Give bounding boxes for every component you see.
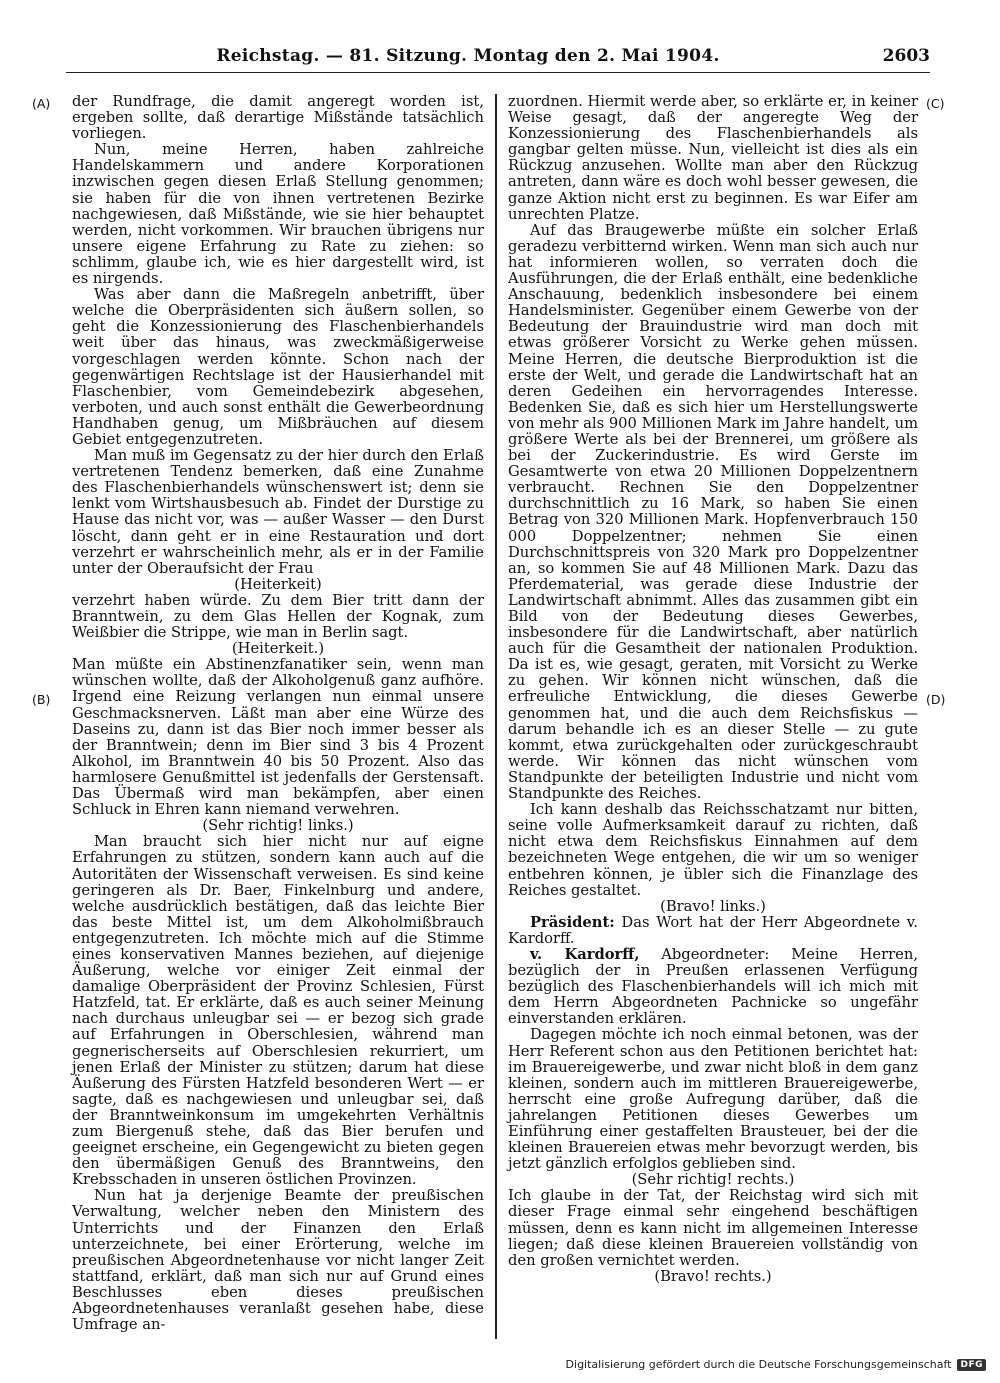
- paragraph: Was aber dann die Maßregeln anbetrifft, über welche die Oberpräsidenten sich äußern sollen, so geht die Konzessionierung des Flaschenbierhandels weit über das hinaus, was zweckmäßigerweise vorgeschlagen werden könnte. Schon nach der gegenwärtigen Rechtslage ist der Hausierhandel mit Flaschenbier, vom Gemeindebezirk abgesehen, verboten, und auch sonst enthält die Gewerbeordnung Handhaben genug, um Mißbräuchen auf diesem Gebiet entgegenzutreten.: [72, 286, 484, 448]
- paragraph: Man muß im Gegensatz zu der hier durch den Erlaß vertretenen Tendenz bemerken, daß eine Zunahme des Flaschenbierhandels wünschenswert ist; denn sie lenkt vom Wirtshausbesuch ab. Findet der Durstige zu Hause das nicht vor, was — außer Wasser — den Durst löscht, dann geht er in eine Restauration und dort verzehrt er wahrscheinlich mehr, als er in der Familie unter der Oberaufsicht der Frau: [72, 447, 484, 577]
- page-number: 2603: [882, 46, 930, 66]
- paragraph: verzehrt haben würde. Zu dem Bier tritt dann der Branntwein, zu dem Glas Hellen der Kognak, zum Weißbier die Strippe, wie man in Berlin sagt.: [72, 591, 484, 642]
- margin-marker-b: (B): [32, 692, 51, 707]
- margin-marker-a: (A): [32, 96, 51, 111]
- paragraph: zuordnen. Hiermit werde aber, so erklärte er, in keiner Weise gesagt, daß der angeregte Weg der Konzessionierung des Flaschenbierhandels als gangbar gelten müsse. Nun, vielleicht ist dies als ein Rückzug anzusehen. Wollte man aber den Rückzug antreten, dann wäre es doch wohl besser gewesen, die ganze Aktion nicht erst zu beginnen. Es war Eifer am unrechten Platze.: [508, 93, 918, 223]
- paragraph: Ich glaube in der Tat, der Reichstag wird sich mit dieser Frage einmal sehr eingehend beschäftigen müssen, denn es kann nicht im allgemeinen Interesse liegen; daß diese kleinen Brauereien vollständig von den großen vernichtet werden.: [508, 1187, 918, 1269]
- paragraph: Auf das Braugewerbe müßte ein solcher Erlaß geradezu verbitternd wirken. Wenn man sich auch nur hat informieren wollen, so verraten doch die Ausführungen, die der Erlaß enthält, eine bedenkliche Anschauung, bedenklich insbesondere bei einem Handelsminister. Gegenüber einem Gewerbe von der Bedeutung der Brauindustrie wird man doch mit etwas größerer Vorsicht zu Werke gehen müssen. Meine Herren, die deutsche Bierproduktion ist die erste der Welt, und gerade die Landwirtschaft hat an deren Gedeihen ein hervorragendes Interesse. Bedenken Sie, daß es sich hier um Herstellungswerte von mehr als 900 Millionen Mark im Jahre handelt, um größere Werte als bei der Brennerei, um größere als bei der Zuckerindustrie. Es wird Gerste im Gesamtwerte von etwa 20 Millionen Doppelzentnern verbraucht. Rechnen Sie den Doppelzentner durchschnittlich zu 16 Mark, so haben Sie einen Betrag von 320 Millionen Mark. Hopfenverbrauch 150 000 Doppelzentner; nehmen Sie einen Durchschnittspreis von 320 Mark pro Doppelzentner an, so kommen Sie auf 48 Millionen Mark. Dazu das Pferdematerial, was gerade diese Industrie der Landwirtschaft abnimmt. Alles das zusammen gibt ein Bild von der Bedeutung dieses Gewerbes, insbesondere für die Landwirtschaft, aber natürlich auch für die Gesamtheit der nationalen Produktion. Da ist es, wie gesagt, geraten, mit Vorsicht zu Werke zu gehen. Wir können nicht wünschen, daß die erfreuliche Entwicklung, die dieses Gewerbe genommen hat, und die auch dem Reichsfiskus — darum behandle ich es an dieser Stelle — zu gute kommt, etwa zurückgehalten oder zurückgeschraubt werde. Wir können das nicht wünschen vom Standpunkte der beteiligten Industrie und nicht vom Standpunkte des Reiches.: [508, 221, 918, 803]
- dfg-logo-icon: DFG: [957, 1359, 986, 1371]
- paragraph: Nun hat ja derjenige Beamte der preußischen Verwaltung, welcher neben den Ministern des Unterrichts und der Finanzen den Erlaß unterzeichnete, bei einer Erörterung, welche im preußischen Abgeordnetenhause vor nicht langer Zeit stattfand, erklärt, daß man sich nur auf Grund eines Beschlusses eben dieses preußischen Abgeordnetenhauses veranlaßt gesehen habe, diese Umfrage an-: [72, 1187, 484, 1334]
- left-column: [72, 94, 484, 1333]
- right-column: [508, 94, 918, 1285]
- paragraph: der Rundfrage, die damit angeregt worden ist, ergeben sollte, daß derartige Mißstände tatsächlich vorliegen.: [72, 93, 484, 143]
- interjection: (Bravo! rechts.): [654, 1267, 772, 1285]
- paragraph: Man müßte ein Abstinenzfanatiker sein, wenn man wünschen wollte, daß der Alkoholgenuß ganz aufhöre. Irgend eine Reizung verlangen nun einmal unsere Geschmacksnerven. Läßt man aber eine Würze des Daseins zu, dann ist das Bier noch immer besser als der Branntwein; denn im Bier sind 3 bis 4 Prozent Alkohol, im Branntwein 40 bis 50 Prozent. Also das harmlosere Genußmittel ist jedenfalls der Gerstensaft. Das Übermaß wird man bekämpfen, aber einen Schluck in Ehren kann niemand verwehren.: [72, 656, 484, 819]
- running-title: Reichstag. — 81. Sitzung. Montag den 2. Mai 1904.: [216, 46, 720, 66]
- page-header: [66, 44, 930, 73]
- page-footer: [566, 1358, 986, 1371]
- column-divider: [495, 94, 497, 1339]
- speaker-name: v. Kardorff,: [530, 945, 640, 963]
- interjection: (Sehr richtig! links.): [202, 817, 354, 835]
- interjection: (Sehr richtig! rechts.): [631, 1171, 795, 1189]
- interjection: (Heiterkeit.): [231, 640, 325, 658]
- speech-paragraph: [508, 947, 918, 1027]
- footer-credit: Digitalisierung gefördert durch die Deutsche Forschungsgemeinschaft: [565, 1358, 952, 1371]
- paragraph: Ich kann deshalb das Reichsschatzamt nur bitten, seine volle Aufmerksamkeit darauf zu richten, daß nicht etwa dem Reichsfiskus Einnahmen auf dem bezeichneten Wege entgehen, die wir um so weniger entbehren können, je übler sich die Finanzlage des Reiches gestaltet.: [508, 801, 918, 899]
- paragraph: Dagegen möchte ich noch einmal betonen, was der Herr Referent schon aus den Petitionen berichtet hat: im Brauereigewerbe, und zwar nicht bloß in dem ganz kleinen, sondern auch im mittleren Brauereigewerbe, herrscht eine große Aufregung darüber, daß die jahrelangen Petitionen dieses Gewerbes um Einführung einer gestaffelten Brausteuer, bei der die kleinen Brauereien etwas mehr bevorzugt werden, bis jetzt gänzlich erfolglos geblieben sind.: [508, 1026, 918, 1173]
- margin-marker-d: (D): [926, 692, 946, 707]
- paragraph: Nun, meine Herren, haben zahlreiche Handelskammern und andere Korporationen inzwischen gegen diesen Erlaß Stellung genommen; sie haben für die von ihnen vertretenen Bezirke nachgewiesen, daß Mißstände, wie sie hier behauptet werden, nicht vorkommen. Wir brauchen übrigens nur unsere eigene Erfahrung zu Rate zu ziehen: so schlimm, glaube ich, wie es hier dargestellt wird, ist es nirgends.: [72, 141, 484, 288]
- speech-text: Abgeordneter: Meine Herren, bezüglich der in Preußen erlassenen Verfügung bezüglich des Flaschenbierhandels will ich mich mit dem Herrn Abgeordneten Pachnicke so ungefähr einverstanden erklären.: [508, 945, 918, 1028]
- speaker-name: Präsident:: [530, 913, 615, 931]
- interjection: (Bravo! links.): [660, 897, 766, 915]
- paragraph: Man braucht sich hier nicht nur auf eigne Erfahrungen zu stützen, sondern kann auch auf die Autoritäten der Wissenschaft verweisen. Es sind keine geringeren als Dr. Baer, Finkelnburg und andere, welche ausdrücklich bestätigen, daß das leichte Bier das beste Mittel ist, um dem Alkoholmißbrauch entgegenzutreten. Ich möchte mich auf die Stimme eines konservativen Mannes beziehen, auf diejenige Äußerung, welche vor einiger Zeit einmal der damalige Oberpräsident der Provinz Schlesien, Fürst Hatzfeld, tat. Er erklärte, daß es auch seiner Meinung nach durchaus unleugbar sei — er bezog sich grade auf Erfahrungen in Oberschlesien, während man gegnerischerseits auf Oberschlesien rekurriert, um jenen Erlaß der Minister zu stützen; darum hat diese Äußerung des Fürsten Hatzfeld besonderen Wert — er sagte, daß es nachgewiesen und unleugbar sei, daß der Branntweinkonsum im umgekehrten Verhältnis zum Biergenuß stehe, daß das Bier berufen und geeignet erscheine, ein Gegengewicht zu bieten gegen den übermäßigen Genuß des Branntweins, den Krebsschaden in unseren östlichen Provinzen.: [72, 833, 484, 1189]
- speech-text: Das Wort hat der Herr Abgeordnete v. Kardorff.: [508, 913, 918, 947]
- interjection: (Heiterkeit): [234, 575, 322, 593]
- margin-marker-c: (C): [926, 96, 945, 111]
- speech-paragraph: [508, 915, 918, 947]
